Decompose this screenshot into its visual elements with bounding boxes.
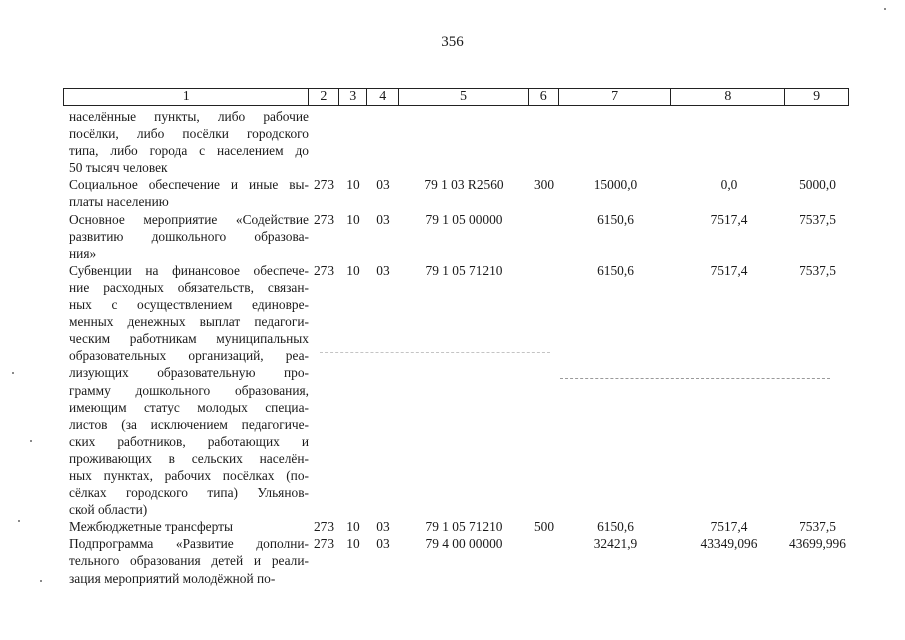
row-value-col9: 43699,996	[789, 536, 846, 552]
row-name-line: типа, либо города с населением до	[69, 143, 309, 159]
row-value-col8: 7517,4	[710, 262, 748, 278]
page-number: 356	[441, 34, 464, 50]
row-name-line: проживающих в сельских населён-	[69, 450, 309, 466]
row-code-admin: 273	[313, 519, 335, 535]
row-code-admin: 273	[313, 177, 335, 193]
row-value-col9: 7537,5	[799, 262, 836, 278]
row-code-target: 79 1 03 R2560	[424, 177, 504, 193]
header-col-8: 8	[671, 89, 785, 105]
row-code-target: 79 1 05 71210	[425, 519, 503, 535]
row-name-line: менных денежных выплат педагоги-	[69, 314, 309, 330]
row-name-line: грамму дошкольного образования,	[69, 382, 309, 398]
row-name-line: Социальное обеспечение и иные вы-	[69, 177, 309, 193]
row-name-line: ния»	[69, 245, 97, 261]
row-name-line: платы населению	[69, 194, 169, 210]
row-name-line: ческим работникам муниципальных	[69, 331, 309, 347]
table-body	[63, 108, 849, 587]
scan-artifact-line	[560, 378, 830, 379]
row-code-target: 79 1 05 00000	[425, 211, 503, 227]
row-value-col8: 0,0	[720, 177, 738, 193]
row-name-line: зация мероприятий молодёжной по-	[69, 570, 276, 586]
header-col-7: 7	[559, 89, 672, 105]
row-code-subsection: 03	[376, 177, 390, 193]
row-value-col9: 5000,0	[799, 177, 836, 193]
row-code-target: 79 4 00 00000	[425, 536, 503, 552]
row-name-line: образовательных организаций, реа-	[69, 348, 309, 364]
row-name	[63, 211, 309, 262]
row-name	[63, 535, 309, 586]
scan-artifact-line	[320, 352, 550, 353]
row-name	[63, 262, 309, 518]
header-col-6: 6	[529, 89, 559, 105]
scan-speck	[30, 440, 32, 442]
row-value-col8: 7517,4	[710, 211, 748, 227]
header-col-3: 3	[339, 89, 367, 105]
row-code-target: 79 1 05 71210	[425, 262, 503, 278]
row-code-admin: 273	[313, 262, 335, 278]
scan-speck	[12, 372, 14, 374]
header-col-5: 5	[399, 89, 529, 105]
row-code-subsection: 03	[376, 262, 390, 278]
row-name-line: Субвенции на финансовое обеспече-	[69, 262, 309, 278]
row-name-line: 50 тысяч человек	[69, 160, 168, 176]
row-value-col7: 32421,9	[593, 536, 638, 552]
row-name-line: ных пунктах, рабочих посёлках (по-	[69, 467, 309, 483]
table-row	[63, 108, 849, 176]
header-col-2: 2	[309, 89, 339, 105]
row-name	[63, 176, 309, 210]
table-row	[63, 518, 849, 535]
row-name-line: тельного образования детей и реали-	[69, 553, 309, 569]
row-name-line: ских работников, работающих и	[69, 433, 309, 449]
row-code-expense: 300	[533, 177, 555, 193]
row-value-col9: 7537,5	[799, 519, 836, 535]
header-col-9: 9	[813, 89, 821, 104]
row-name-line: лизующих образовательную про-	[69, 365, 309, 381]
row-name-line: Подпрограмма «Развитие дополни-	[69, 536, 309, 552]
row-value-col7: 15000,0	[593, 177, 638, 193]
row-name-line: ных с осуществлением единовре-	[69, 297, 309, 313]
row-code-subsection: 03	[376, 519, 390, 535]
row-name-line: ние расходных обязательств, связан-	[69, 279, 309, 295]
table-row	[63, 176, 849, 210]
row-name-line: населённые пункты, либо рабочие	[69, 109, 309, 124]
scan-speck	[40, 580, 42, 582]
row-code-subsection: 03	[376, 211, 390, 227]
row-value-col7: 6150,6	[597, 211, 634, 227]
row-code-admin: 273	[313, 211, 335, 227]
row-value-col8: 43349,096	[700, 536, 758, 552]
row-code-section: 10	[346, 536, 360, 552]
row-name-line: Основное мероприятие «Содействие	[69, 211, 309, 227]
row-name-line: имеющим статус молодых специа-	[69, 399, 309, 415]
table-row	[63, 262, 849, 518]
row-name-line: Межбюджетные трансферты	[69, 519, 233, 535]
row-name-line: посёлки, либо посёлки городского	[69, 126, 309, 142]
row-code-section: 10	[346, 519, 360, 535]
row-code-subsection: 03	[376, 536, 390, 552]
row-value-col7: 6150,6	[597, 519, 634, 535]
row-name-line: ской области)	[69, 502, 148, 518]
row-code-admin: 273	[313, 536, 335, 552]
row-value-col8: 7517,4	[710, 519, 748, 535]
header-col-4: 4	[367, 89, 399, 105]
row-code-expense: 500	[533, 519, 555, 535]
row-value-col7: 6150,6	[597, 262, 634, 278]
row-code-section: 10	[346, 262, 360, 278]
row-name	[63, 108, 309, 176]
row-value-col9: 7537,5	[799, 211, 836, 227]
row-code-section: 10	[346, 177, 360, 193]
row-name	[63, 518, 309, 535]
row-code-section: 10	[346, 211, 360, 227]
table-row	[63, 535, 849, 586]
row-name-line: листов (за исключением педагогиче-	[69, 416, 309, 432]
header-col-1: 1	[64, 89, 309, 105]
scan-speck	[884, 8, 886, 10]
row-name-line: сёлках городского типа) Ульянов-	[69, 485, 309, 501]
row-name-line: развитию дошкольного образова-	[69, 228, 309, 244]
scan-speck	[18, 520, 20, 522]
table-row	[63, 211, 849, 262]
table-header	[63, 88, 849, 106]
